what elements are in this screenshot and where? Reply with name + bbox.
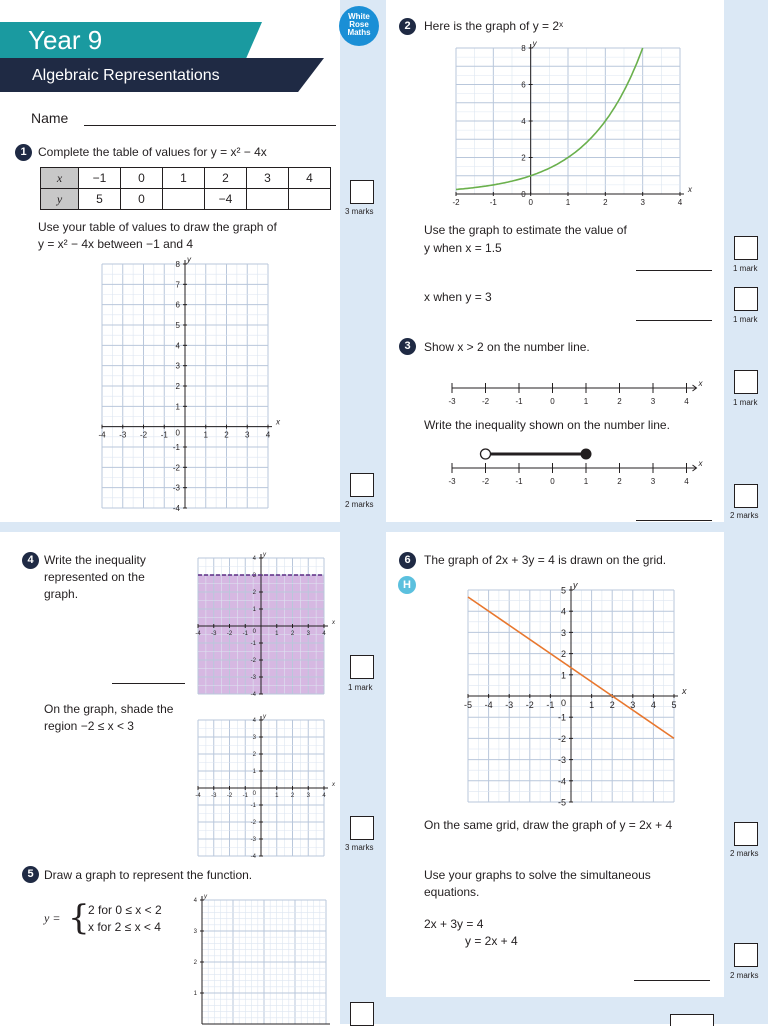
number-line-x-label: x: [698, 459, 703, 468]
x-tick-label: -4: [195, 793, 201, 799]
y-tick-label: 2: [252, 590, 256, 596]
q4-mark-label-2: 3 marks: [345, 843, 374, 852]
question-number-5: 5: [22, 866, 39, 883]
table-cell[interactable]: −4: [205, 189, 247, 210]
x-tick-label: -4: [98, 430, 106, 440]
number-line-label: -3: [448, 477, 456, 486]
number-line-label: 4: [684, 477, 689, 486]
number-line-label: 1: [583, 477, 589, 486]
q4-prompt-line1: Write the inequality: [44, 553, 146, 567]
x-tick-label: -3: [119, 430, 127, 440]
table-cell: 0: [121, 168, 163, 189]
y-tick-label: 3: [252, 573, 256, 579]
q3-prompt2: Write the inequality shown on the number line.: [424, 418, 670, 432]
x-tick-label: 1: [565, 198, 571, 207]
number-line-label: -2: [481, 477, 490, 486]
q1-grid[interactable]: [82, 252, 288, 522]
y-tick-label: 2: [521, 153, 526, 163]
number-line-label: 0: [550, 397, 555, 406]
number-line-label: 2: [617, 397, 622, 406]
x-axis-label: x: [332, 782, 335, 788]
x-tick-label: -1: [160, 430, 168, 440]
q3-mark-box-1[interactable]: [734, 370, 758, 394]
x-tick-label: 4: [322, 793, 326, 799]
q3-mark-box-2[interactable]: [734, 484, 758, 508]
y-tick-label: 1: [193, 991, 197, 997]
y-tick-label: 4: [175, 341, 180, 351]
x-tick-label: -2: [452, 198, 460, 207]
page-subtitle: Algebraic Representations: [32, 67, 220, 84]
y-tick-label: 2: [175, 382, 180, 391]
y-tick-label: 3: [193, 929, 197, 935]
y-tick-label: 3: [175, 361, 180, 371]
x-axis-label: x: [276, 417, 280, 427]
number-line-label: 3: [650, 477, 656, 486]
y-tick-label: 5: [175, 321, 180, 330]
q3-number-line[interactable]: [440, 378, 703, 412]
x-tick-label: 2: [609, 700, 615, 710]
table-cell[interactable]: [247, 189, 289, 210]
table-row: [41, 168, 331, 189]
page-title: Year 9: [28, 25, 103, 55]
q1-marks-label: 3 marks: [345, 207, 374, 216]
number-line-label: 0: [550, 477, 555, 486]
y-tick-label: 4: [252, 556, 256, 562]
x-tick-label: -2: [139, 430, 148, 440]
question-number-1: 1: [15, 144, 32, 161]
q4-blank-graph[interactable]: [188, 712, 336, 860]
q4-prompt-line2: represented on the: [44, 570, 145, 584]
question-number-6: 6: [399, 552, 416, 569]
y-tick-label: 1: [560, 670, 566, 681]
q2-part-b: x when y = 3: [424, 290, 492, 304]
x-tick-label: -1: [489, 198, 497, 207]
q3-mark-label-1: 1 mark: [733, 398, 758, 407]
y-tick-label: 6: [521, 80, 526, 90]
y-tick-label: -1: [557, 712, 566, 723]
table-cell[interactable]: [163, 189, 205, 210]
y-tick-label: 2: [560, 649, 566, 660]
y-tick-label: -3: [250, 675, 256, 681]
name-label: Name: [31, 110, 69, 126]
q6-prompt2: On the same grid, draw the graph of y = 2x + 4: [424, 818, 673, 832]
y-tick-label: -4: [250, 854, 256, 860]
question-number-4: 4: [22, 552, 39, 569]
y-tick-label: 1: [175, 402, 180, 412]
x-tick-label: 1: [275, 793, 279, 799]
number-line-label: -2: [481, 397, 490, 406]
y-tick-label: 6: [175, 300, 180, 310]
number-line-label: 2: [617, 477, 622, 486]
q2-answer-a[interactable]: [636, 270, 712, 271]
x-tick-label: 1: [203, 430, 208, 440]
table-header-y: y: [41, 189, 79, 210]
x-tick-label: 1: [589, 700, 595, 710]
number-line-label: -1: [515, 477, 523, 486]
x-tick-label: 3: [640, 198, 645, 207]
q6-prompt: The graph of 2x + 3y = 4 is drawn on the grid.: [424, 553, 667, 567]
y-tick-label: 4: [521, 117, 526, 126]
x-tick-label: -5: [463, 700, 473, 710]
y-axis-label: y: [204, 894, 207, 900]
x-tick-label: -1: [242, 631, 248, 637]
q4-prompt2-line1: On the graph, shade the: [44, 702, 174, 716]
y-tick-label: -3: [250, 837, 256, 843]
y-tick-label: 1: [252, 769, 256, 775]
white-rose-logo: White Rose Maths: [339, 6, 379, 46]
y-tick-label: 8: [521, 44, 526, 53]
y-tick-label: 3: [252, 735, 256, 741]
x-tick-label: 2: [603, 198, 608, 207]
number-line-label: -3: [448, 397, 456, 406]
q2-answer-b[interactable]: [636, 320, 712, 321]
higher-tier-badge: H: [398, 576, 416, 594]
q5-case-1: 2 for 0 ≤ x < 2: [88, 903, 162, 917]
y-tick-label: 3: [560, 627, 566, 638]
table-row: [41, 189, 331, 210]
q2-prompt: Here is the graph of y = 2ˣ: [424, 19, 564, 33]
q1-graph-marks-label: 2 marks: [345, 500, 374, 509]
x-tick-label: 3: [245, 430, 250, 440]
q2-part-a: y when x = 1.5: [424, 241, 502, 255]
q6-prompt3-line2: equations.: [424, 885, 480, 899]
q3-mark-label-2: 2 marks: [730, 511, 759, 520]
table-header-x: x: [41, 168, 79, 189]
q3-prompt: Show x > 2 on the number line.: [424, 340, 590, 354]
y-tick-label: 4: [193, 898, 197, 904]
q5-case-2: x for 2 ≤ x < 4: [88, 920, 161, 934]
y-axis-label: y: [573, 580, 578, 590]
y-tick-label: -5: [557, 797, 566, 808]
x-axis-label: x: [332, 620, 335, 626]
q6-mark-box-1[interactable]: [734, 822, 758, 846]
y-tick-label: -3: [172, 483, 180, 493]
q4-answer[interactable]: [112, 683, 185, 684]
y-tick-label: 0: [521, 190, 526, 199]
x-tick-label: 2: [224, 430, 229, 440]
q1-mark-box[interactable]: [350, 180, 374, 204]
q5-mark-box[interactable]: [350, 1002, 374, 1026]
x-tick-label: 2: [290, 631, 295, 637]
q2-mark-box-a[interactable]: [734, 236, 758, 260]
x-tick-label: 2: [290, 793, 295, 799]
q4-prompt2-line2: region −2 ≤ x < 3: [44, 719, 134, 733]
origin-label: 0: [252, 629, 256, 635]
q6-answer[interactable]: [634, 980, 710, 981]
q1-graph-mark-box[interactable]: [350, 473, 374, 497]
x-axis-label: x: [682, 686, 687, 696]
x-tick-label: 1: [275, 631, 279, 637]
q6-mark-label-1: 2 marks: [730, 849, 759, 858]
y-tick-label: -2: [557, 733, 566, 744]
x-tick-label: -2: [525, 700, 534, 710]
y-tick-label: -4: [172, 504, 180, 513]
table-cell: 4: [289, 168, 331, 189]
q3-answer[interactable]: [636, 520, 712, 521]
x-tick-label: -1: [546, 700, 555, 710]
q2-exponential-chart: [440, 38, 690, 218]
table-cell: −1: [79, 168, 121, 189]
q6-equation-1: 2x + 3y = 4: [424, 917, 484, 931]
q3-number-line-shown: [440, 444, 703, 492]
x-tick-label: -3: [211, 631, 217, 637]
open-circle: [481, 449, 491, 459]
q4-mark-label-1: 1 mark: [348, 683, 373, 692]
x-tick-label: -1: [242, 793, 248, 799]
table-cell[interactable]: [289, 189, 331, 210]
y-tick-label: 7: [175, 280, 180, 290]
number-line-label: 4: [684, 397, 689, 406]
q6-linear-chart[interactable]: [450, 576, 690, 810]
number-line-label: -1: [515, 397, 523, 406]
y-axis-label: y: [187, 255, 191, 264]
x-tick-label: -2: [226, 631, 233, 637]
y-tick-label: 5: [560, 585, 566, 596]
x-tick-label: 4: [265, 430, 271, 440]
q5-function-y: y =: [44, 911, 61, 925]
table-cell: 1: [163, 168, 205, 189]
y-tick-label: -2: [172, 463, 180, 473]
q6-mark-box-2[interactable]: [734, 943, 758, 967]
q2-prompt2: Use the graph to estimate the value of: [424, 223, 627, 237]
x-tick-label: 0: [528, 198, 533, 207]
q6-mark-label-2: 2 marks: [730, 971, 759, 980]
y-tick-label: -1: [250, 803, 256, 809]
x-tick-label: -2: [226, 793, 233, 799]
x-tick-label: 4: [650, 700, 656, 710]
y-axis-label: y: [263, 714, 266, 720]
q4-shaded-graph: [188, 550, 336, 698]
y-axis-label: y: [263, 552, 266, 558]
q6-answer-box[interactable]: [670, 1014, 714, 1026]
q4-prompt-line3: graph.: [44, 587, 79, 601]
x-tick-label: 5: [671, 700, 677, 710]
y-tick-label: -2: [250, 820, 256, 826]
center-divider-panel: [340, 0, 386, 1024]
y-tick-label: -1: [250, 641, 256, 647]
number-line-x-label: x: [698, 379, 703, 388]
middle-band-panel: [0, 522, 768, 532]
y-tick-label: -1: [172, 443, 180, 452]
closed-circle: [581, 449, 592, 460]
table-cell: 2: [205, 168, 247, 189]
x-tick-label: 4: [322, 631, 326, 637]
table-cell[interactable]: 5: [79, 189, 121, 210]
q5-prompt: Draw a graph to represent the function.: [44, 868, 253, 882]
q6-equation-2: y = 2x + 4: [465, 934, 518, 948]
x-tick-label: 3: [306, 631, 310, 637]
y-tick-label: -4: [250, 692, 256, 698]
y-tick-label: 1: [252, 607, 256, 613]
q1-table: [40, 167, 331, 210]
y-tick-label: 4: [252, 718, 256, 724]
y-tick-label: 4: [560, 606, 566, 617]
q1-prompt2: Use your table of values to draw the graph of: [38, 220, 277, 234]
q4-mark-box-1[interactable]: [350, 655, 374, 679]
y-tick-label: 8: [175, 260, 180, 269]
x-tick-label: 3: [306, 793, 310, 799]
table-cell: 3: [247, 168, 289, 189]
x-tick-label: 4: [677, 198, 683, 207]
question-number-3: 3: [399, 338, 416, 355]
q2-mark-label-b: 1 mark: [733, 315, 758, 324]
x-tick-label: -3: [211, 793, 217, 799]
q1-prompt: Complete the table of values for y = x² − 4x: [38, 145, 267, 159]
number-line-label: 1: [583, 397, 589, 406]
x-tick-label: 3: [630, 700, 636, 710]
y-tick-label: 2: [252, 752, 256, 758]
table-cell[interactable]: 0: [121, 189, 163, 210]
x-tick-label: -4: [195, 631, 201, 637]
origin-label: 0: [560, 698, 566, 708]
y-tick-label: -4: [557, 776, 566, 787]
q1-prompt2-line2: y = x² − 4x between −1 and 4: [38, 237, 194, 251]
number-line-label: 3: [650, 397, 656, 406]
q4-mark-box-2[interactable]: [350, 816, 374, 840]
question-number-2: 2: [399, 18, 416, 35]
x-tick-label: -3: [505, 700, 514, 710]
y-axis-label: y: [532, 39, 537, 48]
y-tick-label: -3: [557, 755, 566, 766]
q2-mark-box-b[interactable]: [734, 287, 758, 311]
q5-blank-graph[interactable]: [184, 888, 330, 1024]
name-field[interactable]: [84, 125, 336, 126]
origin-label: 0: [252, 791, 256, 797]
y-tick-label: 2: [193, 960, 197, 966]
y-tick-label: -2: [250, 658, 256, 664]
q5-brace: {: [68, 898, 90, 938]
x-axis-label: x: [688, 185, 692, 194]
q6-prompt3-line1: Use your graphs to solve the simultaneous: [424, 868, 651, 882]
x-tick-label: -4: [484, 700, 493, 710]
q2-mark-label-a: 1 mark: [733, 264, 758, 273]
origin-label: 0: [175, 428, 180, 438]
